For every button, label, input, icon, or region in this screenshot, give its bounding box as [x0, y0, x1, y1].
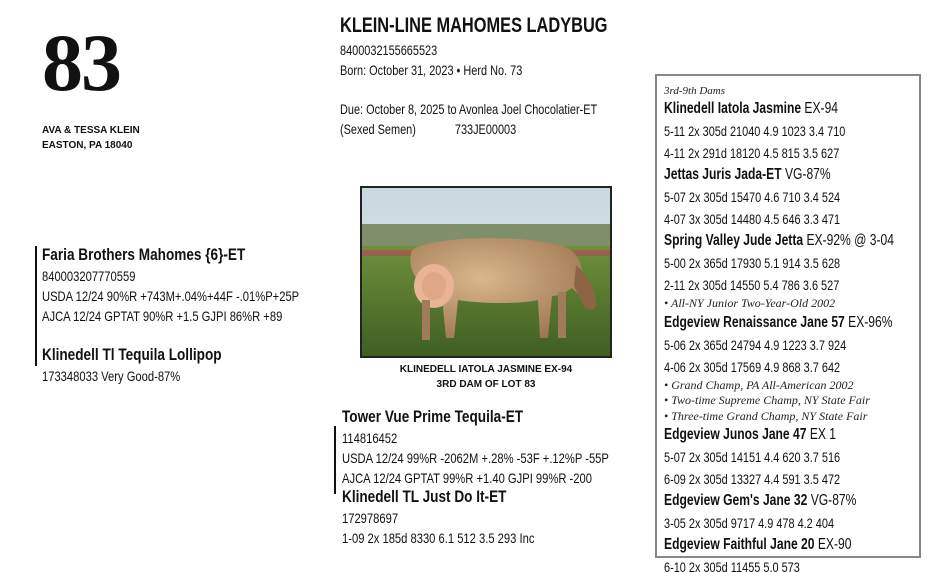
- maternal-sire-registration: 114816452: [342, 430, 398, 446]
- dam-record: 6-10 2x 305d 11455 5.0 573: [664, 559, 800, 572]
- dam-record: 5-06 2x 365d 24794 4.9 1223 3.7 924: [664, 336, 847, 353]
- dam-block: [42, 344, 266, 386]
- dam-record: 4-06 2x 305d 17569 4.9 868 3.7 642: [664, 358, 841, 375]
- semen-line: [340, 119, 608, 139]
- sire-ajca-line: AJCA 12/24 GPTAT 90%R +1.5 GJPI 86%R +89: [42, 308, 283, 324]
- dams-box-title: 3rd-9th Dams: [664, 85, 726, 97]
- sire-block: [42, 244, 363, 326]
- owner-location: EASTON, PA 18040: [42, 140, 133, 151]
- dam-entry-name: Edgeview Faithful Jane 20 EX-90: [664, 536, 852, 553]
- dam-record: 5-11 2x 305d 21040 4.9 1023 3.4 710: [664, 123, 846, 139]
- sire-bracket: [35, 246, 37, 366]
- dam-record: 5-07 2x 305d 14151 4.4 620 3.7 516: [664, 449, 841, 465]
- dam-note: • Two-time Supreme Champ, NY State Fair: [664, 393, 870, 407]
- dam-entry-name: Klinedell Iatola Jasmine EX-94: [664, 100, 839, 117]
- dams-box: [655, 74, 921, 572]
- sire-usda-line: USDA 12/24 90%R +743M+.04%+44F -.01%P+25P: [42, 288, 300, 304]
- dam-record: 4-11 2x 291d 18120 4.5 815 3.5 627: [664, 145, 840, 161]
- sire-registration: 840003207770559: [42, 268, 136, 284]
- photo-caption-line1: KLINEDELL IATOLA JASMINE EX-94: [399, 364, 573, 375]
- maternal-sire-ajca-line: AJCA 12/24 GPTAT 99%R +1.40 GJPI 99%R -200: [342, 470, 592, 486]
- dam-note: • All-NY Junior Two-Year-Old 2002: [664, 296, 836, 310]
- dam-info: 173348033 Very Good-87%: [42, 368, 181, 384]
- dam-entry-name: Jettas Juris Jada-ET VG-87%: [664, 166, 831, 183]
- dam-record: 2-11 2x 305d 14550 5.4 786 3.6 527: [664, 277, 840, 293]
- dam-name: Klinedell Tl Tequila Lollipop: [42, 345, 222, 364]
- animal-header: [340, 14, 683, 139]
- dam-entry-name: Edgeview Renaissance Jane 57 EX-96%: [664, 313, 893, 331]
- lot-number: 83: [42, 17, 120, 108]
- semen-note: (Sexed Semen): [340, 121, 416, 137]
- maternal-sire-name: Tower Vue Prime Tequila-ET: [342, 407, 524, 426]
- dam-entry-name: Spring Valley Jude Jetta EX-92% @ 3-04: [664, 232, 895, 249]
- dam-note: • Three-time Grand Champ, NY State Fair: [664, 408, 868, 423]
- dam-entry-name: Edgeview Gem's Jane 32 VG-87%: [664, 492, 857, 509]
- animal-registration: 8400032155665523: [340, 42, 438, 58]
- dam-record: 4-07 3x 305d 14480 4.5 646 3.3 471: [664, 211, 841, 227]
- semen-code: 733JE00003: [454, 121, 517, 137]
- maternal-sire-bracket: [334, 426, 336, 494]
- maternal-dam-record: 1-09 2x 185d 8330 6.1 512 3.5 293 Inc: [342, 530, 535, 546]
- owner-name: AVA & TESSA KLEIN: [42, 125, 140, 136]
- dam-entry-name: Edgeview Junos Jane 47 EX 1: [664, 426, 837, 443]
- maternal-sire-usda-line: USDA 12/24 99%R -2062M +.28% -53F +.12%P -55P: [342, 450, 609, 466]
- cow-photo: [360, 186, 612, 358]
- maternal-dam-registration: 172978697: [342, 510, 399, 526]
- photo-caption-line2: 3RD DAM OF LOT 83: [436, 379, 536, 390]
- animal-name: KLEIN-LINE MAHOMES LADYBUG: [340, 14, 608, 37]
- dam-record: 5-07 2x 305d 15470 4.6 710 3.4 524: [664, 189, 841, 205]
- photo-caption: [360, 362, 612, 392]
- sire-name: Faria Brothers Mahomes {6}-ET: [42, 245, 246, 264]
- born-line: Born: October 31, 2023 • Herd No. 73: [340, 62, 523, 78]
- dam-note: • Grand Champ, PA All-American 2002: [664, 377, 854, 392]
- maternal-dam-block: [342, 486, 583, 548]
- dam-record: 3-05 2x 305d 9717 4.9 478 4.2 404: [664, 515, 835, 531]
- owner-block: [42, 123, 140, 153]
- dam-record: 6-09 2x 305d 13327 4.4 591 3.5 472: [664, 471, 841, 487]
- maternal-dam-name: Klinedell TL Just Do It-ET: [342, 487, 507, 506]
- due-line: Due: October 8, 2025 to Avonlea Joel Chocolatier-ET: [340, 101, 598, 117]
- dam-record: 5-00 2x 365d 17930 5.1 914 3.5 628: [664, 255, 841, 271]
- maternal-sire-block: [342, 406, 676, 488]
